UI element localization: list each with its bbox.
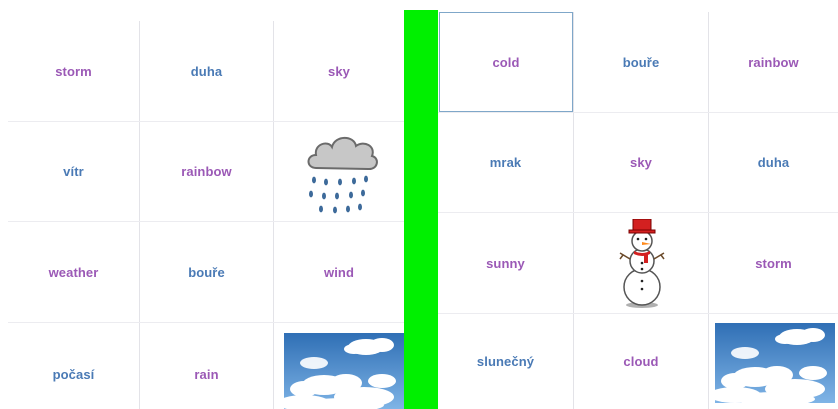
card-rainbow[interactable]: rainbow bbox=[748, 54, 799, 70]
rain-cloud-icon bbox=[302, 128, 380, 216]
card-slunecny[interactable]: slunečný bbox=[476, 354, 535, 369]
card-rainbow[interactable]: rainbow bbox=[181, 164, 232, 179]
card-sky[interactable]: sky bbox=[328, 63, 350, 79]
card-boure[interactable]: bouře bbox=[622, 54, 660, 70]
card-duha[interactable]: duha bbox=[757, 155, 790, 170]
card-clouds-image[interactable] bbox=[274, 323, 404, 409]
card-rain[interactable]: rain bbox=[194, 366, 219, 382]
card-vitr[interactable]: vítr bbox=[63, 164, 84, 179]
card-mrak[interactable]: mrak bbox=[489, 155, 522, 170]
card-wind[interactable]: wind bbox=[323, 264, 354, 280]
clouds-sky-photo bbox=[284, 333, 404, 409]
card-sky[interactable]: sky bbox=[630, 155, 652, 170]
clouds-sky-photo bbox=[715, 323, 835, 403]
card-cloud[interactable]: cloud bbox=[623, 354, 659, 369]
card-cold[interactable]: cold bbox=[439, 12, 573, 112]
right-card-board bbox=[438, 12, 838, 409]
green-divider-bar bbox=[404, 10, 438, 409]
card-weather[interactable]: weather bbox=[48, 264, 99, 280]
card-sunny[interactable]: sunny bbox=[486, 255, 525, 271]
card-boure[interactable]: bouře bbox=[188, 264, 225, 280]
snowman-icon bbox=[616, 219, 668, 309]
left-card-board bbox=[8, 21, 404, 409]
card-snowman-image[interactable] bbox=[574, 213, 708, 313]
card-storm[interactable]: storm bbox=[55, 63, 92, 79]
card-rain-cloud-image[interactable] bbox=[274, 122, 404, 221]
card-clouds-image[interactable] bbox=[709, 314, 838, 409]
card-storm[interactable]: storm bbox=[755, 255, 792, 271]
card-duha[interactable]: duha bbox=[190, 63, 223, 79]
card-pocasi[interactable]: počasí bbox=[52, 366, 95, 382]
